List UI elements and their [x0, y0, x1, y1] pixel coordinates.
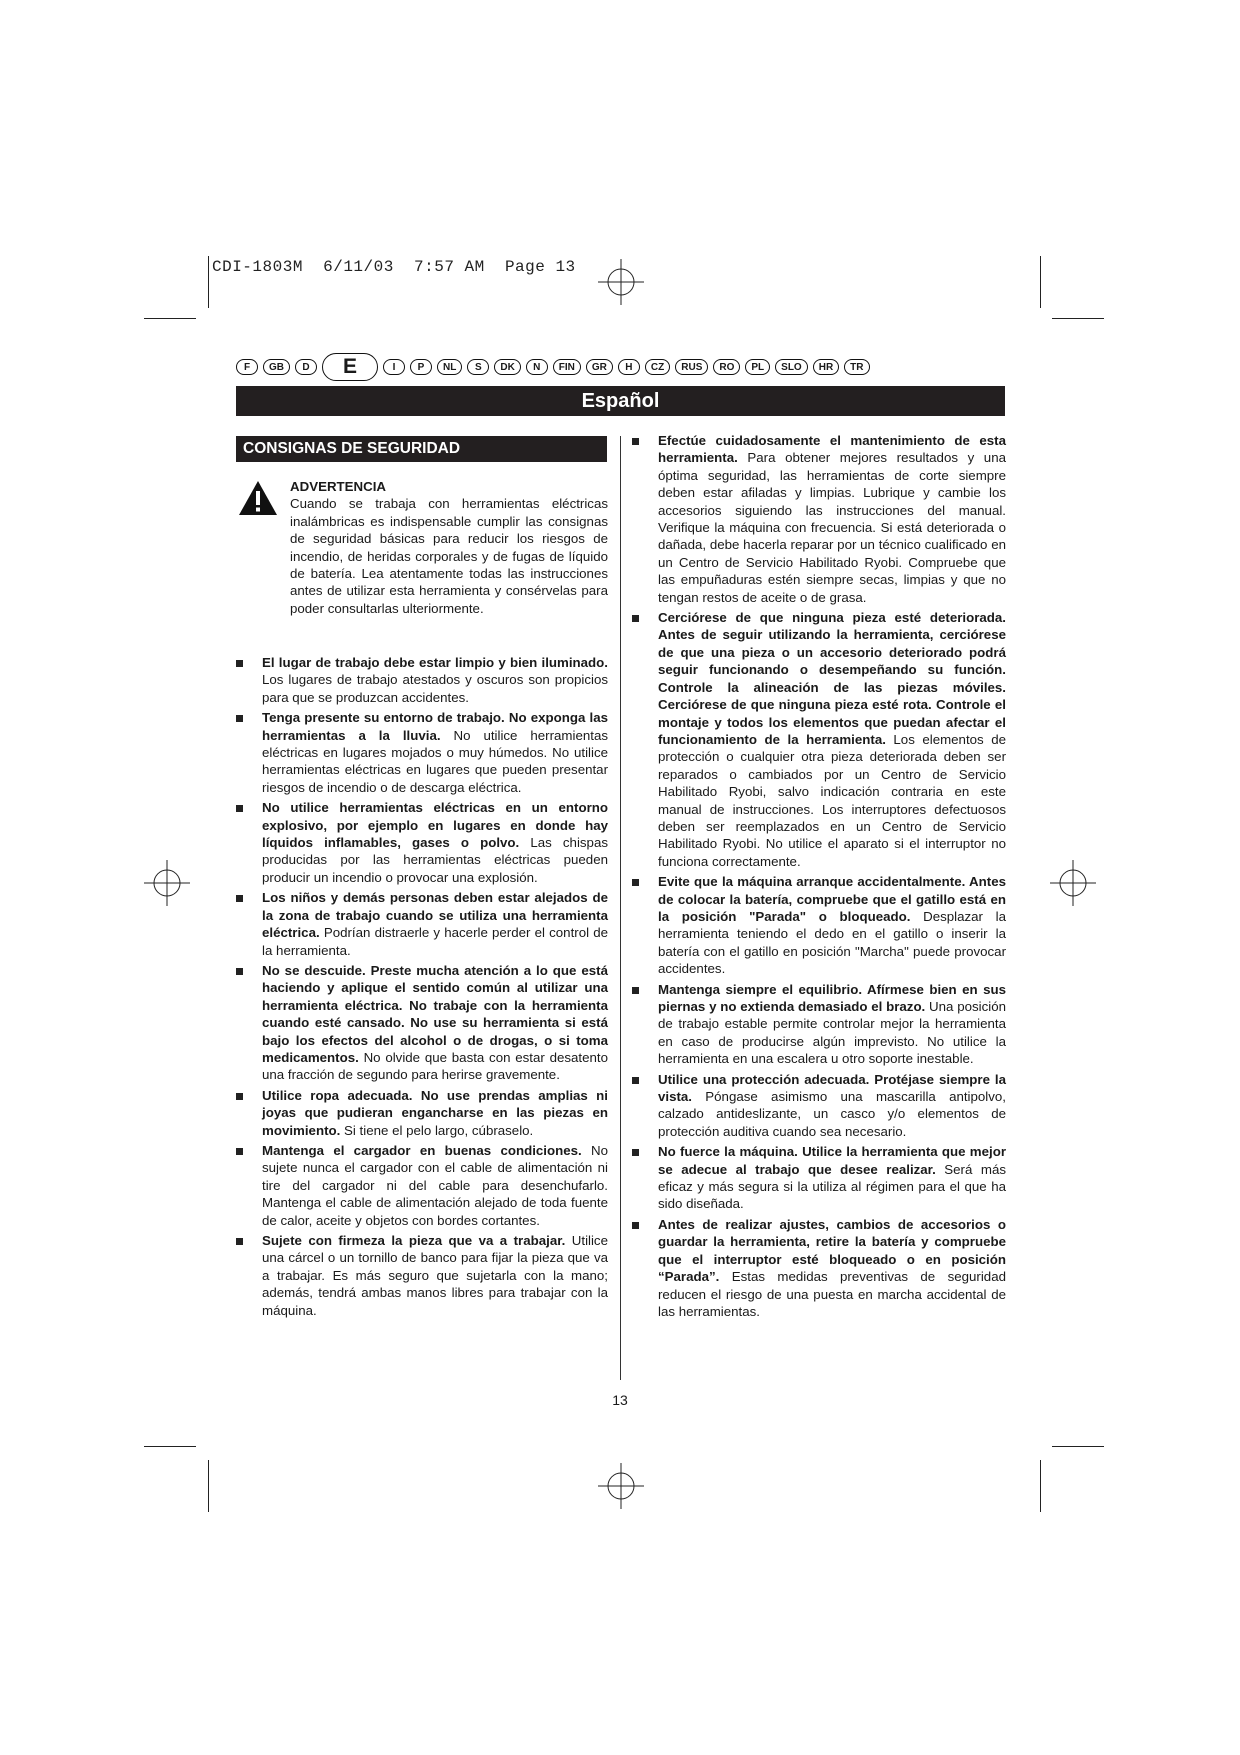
crop-mark: [208, 256, 209, 308]
safety-item-text: Podrían distraerle y hacerle perder el control de la herramienta.: [262, 925, 608, 958]
safety-item: [632, 1143, 1006, 1213]
safety-item-heading: Efectúe cuidadosamente el mantenimiento de esta herramienta.: [658, 433, 1006, 466]
safety-item-text: Los lugares de trabajo atestados y oscuros son propicios para que se produzcan accidentes.: [262, 672, 608, 705]
safety-item-text: Póngase asimismo una mascarilla antipolvo, calzado antideslizante, un casco y/o elementos de protección auditiva cuando sea necesario.: [658, 1089, 1006, 1139]
registration-mark-icon: [1050, 860, 1096, 906]
page-title: Español: [236, 386, 1005, 416]
safety-item: [632, 1071, 1006, 1141]
language-tab-rus: RUS: [675, 359, 708, 375]
safety-item-heading: Cerciórese de que ninguna pieza esté deteriorada. Antes de seguir utilizando la herramienta, cerciórese de que una pieza o un accesorio deteriorado podrá seguir funcionando o desempeñando su función. Controle la alineación de las piezas móviles. Cerciórese de que ninguna pieza esté rota. Controle el montaje y todos los elementos que puedan afectar el funcionamiento de la herramienta.: [658, 610, 1006, 747]
safety-item: [236, 962, 608, 1084]
language-tab-ro: RO: [713, 359, 740, 375]
warning-title: ADVERTENCIA: [290, 479, 387, 494]
language-tab-tr: TR: [844, 359, 869, 375]
language-tab-e: E: [322, 353, 378, 381]
page-number: 13: [612, 1392, 628, 1408]
language-tab-i: I: [383, 359, 405, 375]
safety-item: [236, 799, 608, 886]
safety-item-text: No sujete nunca el cargador con el cable de alimentación ni tire del cargador ni del cable para desenchufarlo. Mantenga el cable de alimentación alejado de toda fuente de calor, aceite y objetos con bordes cortantes.: [262, 1142, 608, 1228]
language-tab-slo: SLO: [775, 359, 808, 375]
crop-mark: [1052, 1446, 1104, 1447]
left-column: [236, 654, 608, 1322]
safety-item-heading: Tenga presente su entorno de trabajo. No exponga las herramientas a la lluvia.: [262, 710, 608, 743]
safety-item-text: Las chispas producidas por las herramientas eléctricas pueden producir un incendio o provocar una explosión.: [262, 835, 608, 885]
print-header: CDI-1803M 6/11/03 7:57 AM Page 13: [212, 258, 576, 276]
safety-item-heading: No utilice herramientas eléctricas en un entorno explosivo, por ejemplo en lugares en donde hay líquidos inflamables, gases o polvo.: [262, 800, 608, 851]
language-bar: [236, 352, 875, 382]
bullet-square-icon: [632, 438, 639, 445]
safety-item: [632, 981, 1006, 1068]
section-title: CONSIGNAS DE SEGURIDAD: [236, 436, 607, 462]
registration-mark-icon: [144, 860, 190, 906]
safety-item: [236, 654, 608, 706]
bullet-square-icon: [632, 1149, 639, 1156]
language-tab-dk: DK: [494, 359, 520, 375]
language-tab-hr: HR: [813, 359, 839, 375]
safety-item: [632, 432, 1006, 606]
crop-mark: [1040, 256, 1041, 308]
language-tab-n: N: [526, 359, 548, 375]
safety-item: [236, 889, 608, 959]
language-tab-gr: GR: [586, 359, 613, 375]
bullet-square-icon: [236, 1093, 243, 1100]
right-column: [632, 432, 1006, 1323]
safety-item-text: Para obtener mejores resultados y una óptima seguridad, las herramientas de corte siempre deben estar afiladas y limpias. Lubrique y cambie los accesorios siguiendo las instrucciones del manual. Verifique la máquina con frecuencia. Si está deteriorada o dañada, debe hacerla reparar por un técnico cualificado en un Centro de Servicio Habilitado Ryobi. Compruebe que las empuñaduras estén siempre secas, limpias y que no tengan restos de aceite o de grasa.: [658, 450, 1006, 605]
bullet-square-icon: [632, 1222, 639, 1229]
safety-item-heading: Mantenga el cargador en buenas condiciones.: [262, 1142, 582, 1158]
bullet-square-icon: [236, 1148, 243, 1155]
bullet-square-icon: [632, 879, 639, 886]
registration-mark-icon: [598, 1463, 644, 1509]
safety-item-heading: Antes de realizar ajustes, cambios de accesorios o guardar la herramienta, retire la batería y compruebe que el interruptor esté bloqueado o en posición “Parada”.: [658, 1216, 1006, 1285]
crop-mark: [1052, 318, 1104, 319]
bullet-square-icon: [632, 1077, 639, 1084]
safety-item-text: No utilice herramientas eléctricas en lugares mojados o muy húmedos. No utilice herramientas eléctricas en lugares que pueden presentar riesgos de incendio o de descarga eléctrica.: [262, 727, 608, 795]
safety-item-text: Los elementos de protección o cualquier otra pieza deteriorada deben ser reparados o cambiados por un Centro de Servicio Habilitado Ryobi, salvo indicación contraria en este manual de instrucciones. Los interruptores defectuosos deben ser reemplazados en un Centro de Servicio Habilitado Ryobi. No utilice el aparato si el interruptor no funciona correctamente.: [658, 731, 1006, 869]
language-tab-nl: NL: [437, 359, 462, 375]
language-tab-pl: PL: [745, 359, 770, 375]
safety-item-heading: Evite que la máquina arranque accidentalmente. Antes de colocar la batería, compruebe que el gatillo está en la posición "Parada" o bloqueado.: [658, 874, 1006, 924]
crop-mark: [144, 318, 196, 319]
registration-mark-icon: [598, 259, 644, 305]
safety-item-heading: Los niños y demás personas deben estar alejados de la zona de trabajo cuando se utiliza una herramienta eléctrica.: [262, 890, 608, 941]
safety-item-heading: No fuerce la máquina. Utilice la herramienta que mejor se adecue al trabajo que desee realizar.: [658, 1144, 1006, 1177]
bullet-square-icon: [236, 1238, 243, 1245]
warning-triangle-icon: [238, 480, 278, 516]
safety-item-text: Estas medidas preventivas de seguridad reducen el riesgo de una puesta en marcha accidental de las herramientas.: [658, 1269, 1006, 1319]
bullet-square-icon: [632, 987, 639, 994]
safety-item-text: No olvide que basta con estar desatento una fracción de segundo para herirse gravemente.: [262, 1049, 608, 1083]
language-tab-cz: CZ: [645, 359, 670, 375]
bullet-square-icon: [236, 805, 243, 812]
language-tab-h: H: [618, 359, 640, 375]
crop-mark: [144, 1446, 196, 1447]
language-tab-gb: GB: [263, 359, 290, 375]
bullet-square-icon: [236, 715, 243, 722]
crop-mark: [1040, 1460, 1041, 1512]
crop-mark: [208, 1460, 209, 1512]
bullet-square-icon: [236, 895, 243, 902]
safety-item-heading: No se descuide. Preste mucha atención a lo que está haciendo y aplique el sentido común al utilizar una herramienta eléctrica. No trabaje con la herramienta cuando esté cansado. No use su herramienta si está bajo los efectos del alcohol o de drogas, o si toma medicamentos.: [262, 962, 608, 1065]
language-tab-p: P: [410, 359, 432, 375]
safety-item: [236, 1087, 608, 1139]
safety-item-heading: El lugar de trabajo debe estar limpio y bien iluminado.: [262, 655, 608, 670]
language-tab-fin: FIN: [553, 359, 581, 375]
language-tab-d: D: [295, 359, 317, 375]
column-divider: [620, 436, 621, 1380]
bullet-square-icon: [236, 968, 243, 975]
safety-item: [632, 609, 1006, 870]
safety-item-text: Desplazar la herramienta teniendo el dedo en el gatillo o inserir la batería con el gatillo en posición "Marcha" puede provocar accidentes.: [658, 908, 1006, 977]
bullet-square-icon: [632, 615, 639, 622]
safety-item-text: Será más eficaz y más segura si la utiliza al régimen para el que ha sido diseñada.: [658, 1161, 1006, 1212]
safety-item-heading: Utilice ropa adecuada. No use prendas amplias ni joyas que pudieran engancharse en las piezas en movimiento.: [262, 1087, 608, 1138]
safety-item-text: Si tiene el pelo largo, cúbraselo.: [340, 1122, 534, 1138]
language-tab-f: F: [236, 359, 258, 375]
safety-item: [236, 1142, 608, 1229]
safety-item-text: Utilice una cárcel o un tornillo de banco para fijar la pieza que va a trabajar. Es más seguro que sujetarla con la mano; además, tendrá ambas manos libres para trabajar con la máquina.: [262, 1233, 608, 1318]
safety-item: [236, 1232, 608, 1319]
safety-item: [632, 1216, 1006, 1320]
safety-item: [632, 873, 1006, 977]
safety-item-heading: Mantenga siempre el equilibrio. Afírmese bien en sus piernas y no extienda demasiado el brazo.: [658, 981, 1006, 1014]
safety-item-heading: Sujete con firmeza la pieza que va a trabajar.: [262, 1233, 566, 1248]
language-tab-s: S: [467, 359, 489, 375]
safety-item: [236, 709, 608, 796]
warning-block: [290, 478, 608, 617]
warning-text: Cuando se trabaja con herramientas eléctricas inalámbricas es indispensable cumplir las consignas de seguridad básicas para reducir los riesgos de incendio, de heridas corporales y de fugas de líquido de batería. Lea atentamente todas las instrucciones antes de utilizar esta herramienta y consérvelas para poder consultarlas ulteriormente.: [290, 496, 608, 616]
safety-item-text: Una posición de trabajo estable permite controlar mejor la herramienta en caso de producirse algún imprevisto. No utilice la herramienta en una escalera u otro soporte inestable.: [658, 999, 1006, 1067]
bullet-square-icon: [236, 660, 243, 667]
safety-item-heading: Utilice una protección adecuada. Protéjase siempre la vista.: [658, 1071, 1006, 1105]
